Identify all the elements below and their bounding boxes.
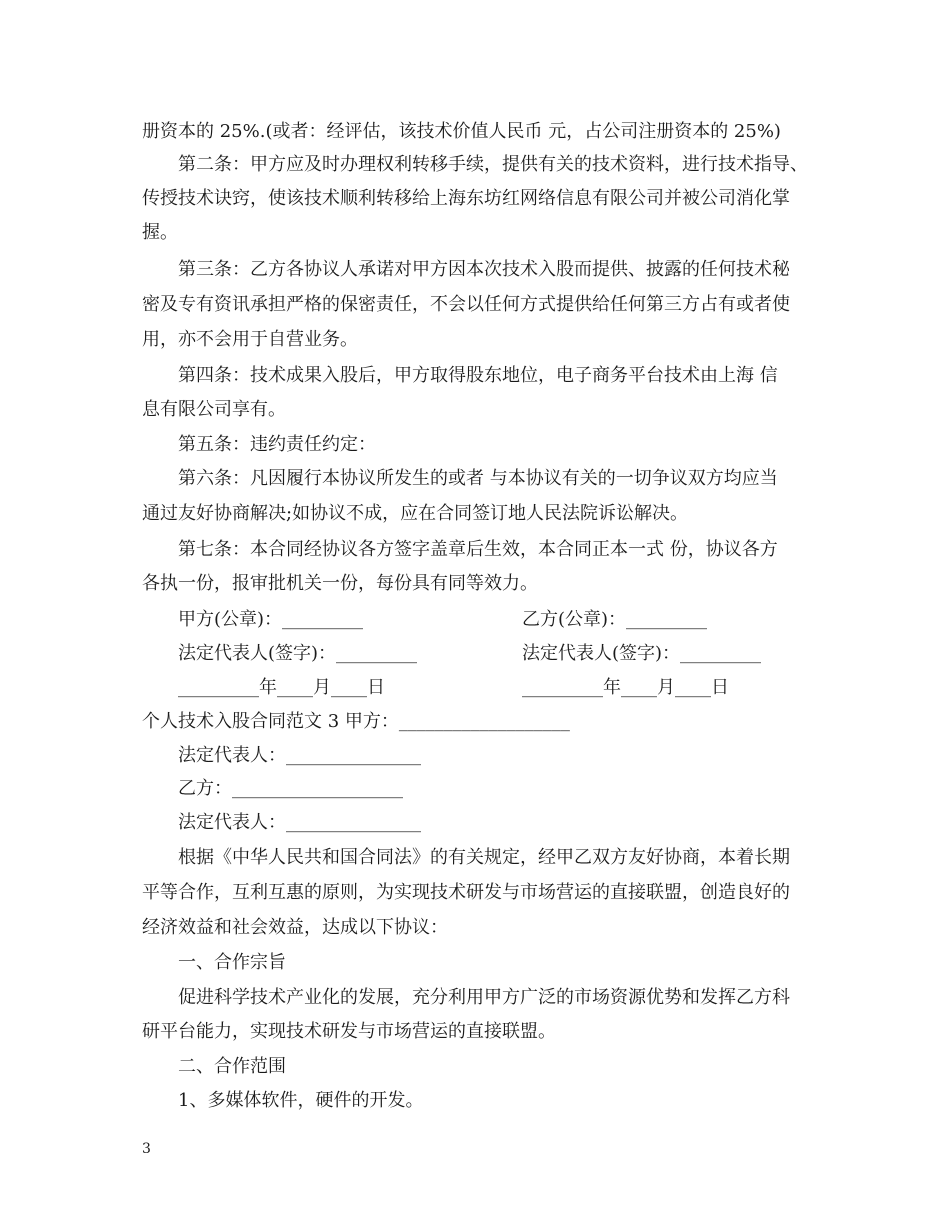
page-number: 3 (142, 1141, 151, 1157)
paragraph-line: 密及专有资讯承担严格的保密责任，不会以任何方式提供给任何第三方占有或者使 (142, 294, 790, 315)
clause-4-line: 第四条：技术成果入股后，甲方取得股东地位，电子商务平台技术由上海 信 (178, 365, 778, 386)
paragraph-line: 用，亦不会用于自营业务。 (142, 329, 358, 350)
paragraph-line: 册资本的 25%.(或者：经评估，该技术价值人民币 元，占公司注册资本的 25%) (142, 121, 781, 142)
scope-item-1: 1、多媒体软件，硬件的开发。 (178, 1090, 424, 1111)
paragraph-line: 平等合作，互利互惠的原则，为实现技术研发与市场营运的直接联盟，创造良好的 (142, 882, 790, 903)
section-title-line: 个人技术入股合同范文 3 甲方：___________________ (142, 711, 570, 732)
date-b: _________年____月____日 (522, 677, 729, 698)
heading-purpose: 一、合作宗旨 (178, 952, 286, 973)
paragraph-line: 研平台能力，实现技术研发与市场营运的直接联盟。 (142, 1021, 556, 1042)
party-a-rep-line: 法定代表人：_______________ (178, 745, 421, 766)
clause-7-line: 第七条：本合同经协议各方签字盖章后生效，本合同正本一式 份，协议各方 (178, 539, 778, 560)
heading-scope: 二、合作范围 (178, 1056, 286, 1077)
paragraph-line: 息有限公司享有。 (142, 399, 286, 420)
rep-b-signature: 法定代表人(签字)：_________ (522, 643, 762, 664)
preamble-line: 根据《中华人民共和国合同法》的有关规定，经甲乙双方友好协商，本着长期 (178, 847, 790, 868)
date-a: _________年____月____日 (178, 677, 385, 698)
paragraph-line: 通过友好协商解决;如协议不成，应在合同签订地人民法院诉讼解决。 (142, 503, 689, 524)
paragraph-line: 传授技术诀窍，使该技术顺利转移给上海东坊红网络信息有限公司并被公司消化掌 (142, 188, 790, 209)
clause-3-line: 第三条：乙方各协议人承诺对甲方因本次技术入股而提供、披露的任何技术秘 (178, 259, 790, 280)
party-b-line: 乙方：___________________ (178, 778, 403, 799)
party-a-seal: 甲方(公章)：_________ (178, 609, 364, 630)
clause-6-line: 第六条：凡因履行本协议所发生的或者 与本协议有关的一切争议双方均应当 (178, 468, 778, 489)
party-b-rep-line: 法定代表人：_______________ (178, 812, 421, 833)
paragraph-line: 促进科学技术产业化的发展，充分利用甲方广泛的市场资源优势和发挥乙方科 (178, 987, 790, 1008)
party-b-seal: 乙方(公章)：_________ (522, 609, 708, 630)
clause-2-line: 第二条：甲方应及时办理权利转移手续，提供有关的技术资料，进行技术指导、 (178, 154, 808, 175)
clause-5-line: 第五条：违约责任约定： (178, 434, 376, 455)
rep-a-signature: 法定代表人(签字)：_________ (178, 643, 418, 664)
paragraph-line: 各执一份，报审批机关一份，每份具有同等效力。 (142, 573, 538, 594)
paragraph-line: 握。 (142, 222, 178, 243)
paragraph-line: 经济效益和社会效益，达成以下协议： (142, 917, 448, 938)
